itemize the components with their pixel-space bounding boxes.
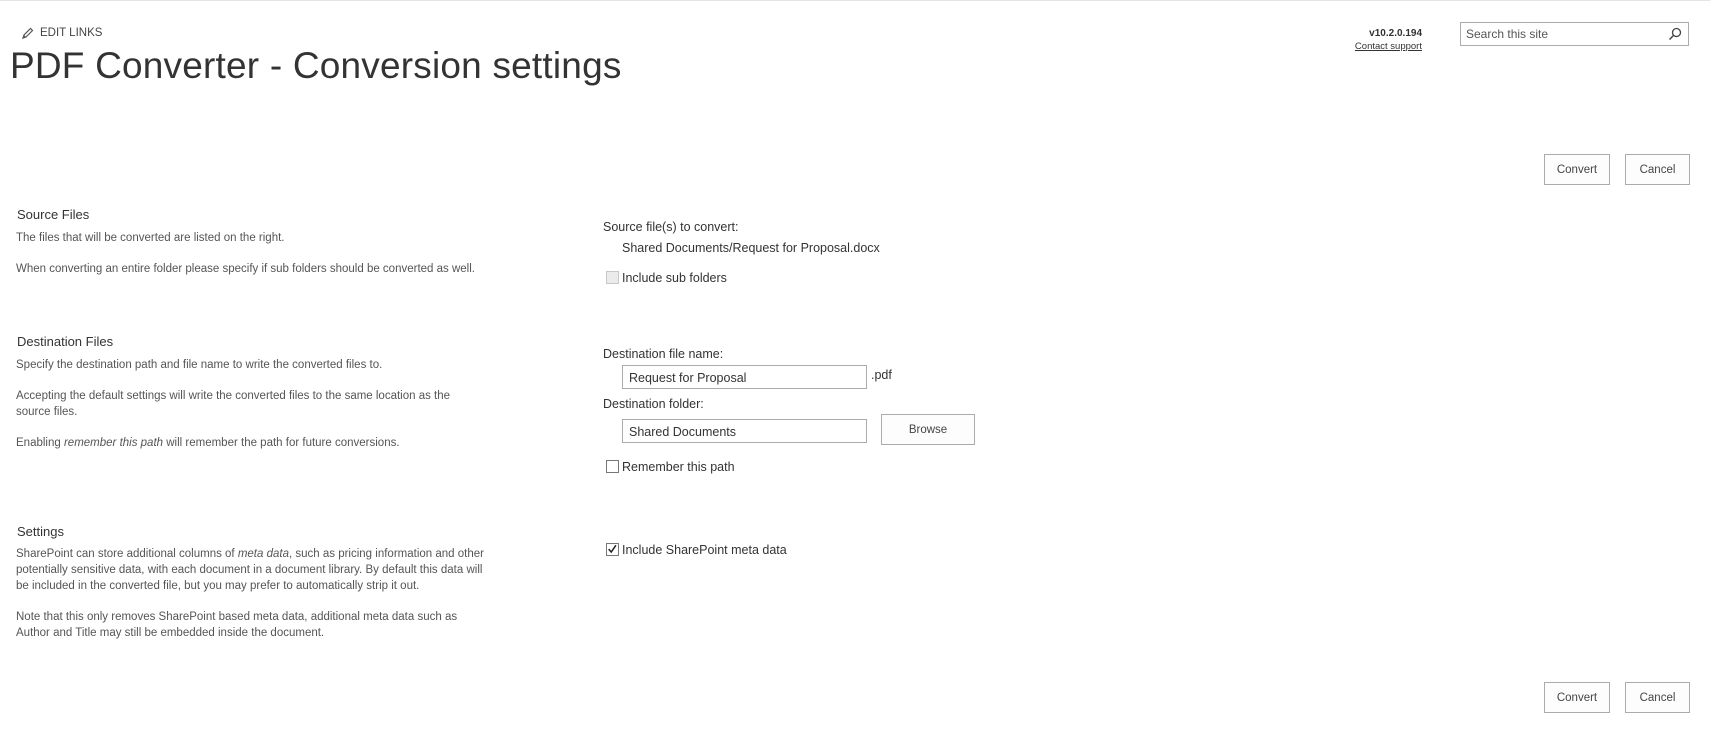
include-meta-data-label: Include SharePoint meta data bbox=[622, 543, 787, 557]
search-icon[interactable] bbox=[1668, 27, 1682, 41]
destination-section-title: Destination Files bbox=[17, 334, 114, 349]
source-file-path: Shared Documents/Request for Proposal.docx bbox=[622, 241, 880, 255]
version-label: v10.2.0.194 bbox=[1369, 28, 1422, 39]
source-section-title: Source Files bbox=[17, 207, 90, 222]
remember-path-label: Remember this path bbox=[622, 460, 735, 474]
include-sub-folders-label: Include sub folders bbox=[622, 271, 727, 285]
include-sub-folders-checkbox[interactable] bbox=[606, 271, 619, 284]
settings-section-desc-2: Note that this only removes SharePoint based meta data, additional meta data such as Author and Title may still be embedded inside the document. bbox=[16, 611, 458, 639]
convert-button-bottom[interactable]: Convert bbox=[1544, 682, 1610, 713]
remember-path-checkbox[interactable] bbox=[606, 460, 619, 473]
settings-section-title: Settings bbox=[17, 524, 64, 539]
file-extension-label: .pdf bbox=[871, 368, 892, 382]
edit-links-button[interactable] bbox=[22, 27, 102, 39]
destination-section-desc-3: Enabling remember this path will remember the path for future conversions. bbox=[16, 437, 400, 449]
pencil-icon bbox=[22, 27, 34, 39]
source-files-label: Source file(s) to convert: bbox=[603, 220, 739, 234]
contact-support-link[interactable]: Contact support bbox=[1354, 41, 1422, 52]
include-meta-data-checkbox[interactable] bbox=[606, 543, 619, 556]
convert-button-top[interactable]: Convert bbox=[1544, 154, 1610, 185]
destination-file-name-input[interactable]: Request for Proposal bbox=[622, 365, 867, 389]
edit-links-label: EDIT LINKS bbox=[40, 27, 103, 39]
destination-section-desc-1: Specify the destination path and file name to write the converted files to. bbox=[16, 359, 383, 371]
browse-button[interactable]: Browse bbox=[881, 414, 975, 445]
destination-file-name-label: Destination file name: bbox=[603, 347, 724, 361]
settings-section-desc-1: SharePoint can store additional columns of meta data, such as pricing information and other potentially sensitive data, with each document in a document library. By default this data will be included in the converted file, but you may prefer to automatically strip it out. bbox=[16, 548, 484, 592]
source-section-desc-1: The files that will be converted are listed on the right. bbox=[16, 232, 285, 244]
cancel-button-bottom[interactable]: Cancel bbox=[1625, 682, 1690, 713]
source-section-desc-2: When converting an entire folder please specify if sub folders should be converted as well. bbox=[16, 263, 475, 275]
destination-folder-input[interactable]: Shared Documents bbox=[622, 419, 867, 443]
search-input[interactable] bbox=[1461, 23, 1661, 45]
destination-folder-label: Destination folder: bbox=[603, 397, 704, 411]
destination-section-desc-2: Accepting the default settings will write the converted files to the same location as the source files. bbox=[16, 390, 451, 418]
search-box bbox=[1460, 22, 1689, 46]
cancel-button-top[interactable]: Cancel bbox=[1625, 154, 1690, 185]
page-title: PDF Converter - Conversion settings bbox=[10, 45, 622, 86]
checkmark-icon bbox=[607, 544, 618, 555]
